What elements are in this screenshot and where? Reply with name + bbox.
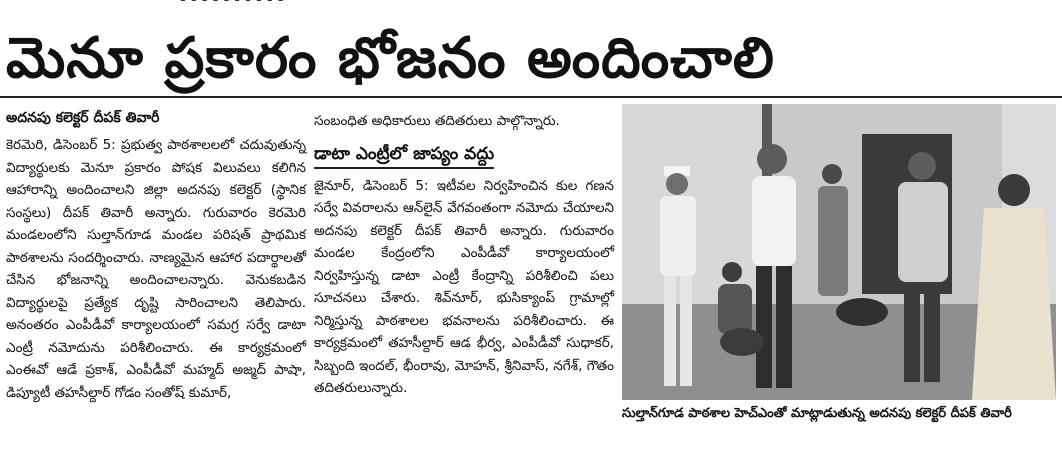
headline: మెనూ ప్రకారం భోజనం అందించాలి [6,26,775,91]
photo-caption: సుల్తాన్‌గూడ పాఠశాల హెచ్‌ఎంతో మాట్లాడుతున్న అదనపు కలెక్టర్ దీపక్ తివారీ [622,406,1012,421]
previous-article-strip [0,0,1062,22]
news-photo [622,104,1056,400]
story2-subhead: డాటా ఎంట్రీలో జాప్యం వద్దు [314,141,494,169]
column-2 [314,104,614,446]
byline: అదనపు కలెక్టర్ దీపక్ తివారీ [6,110,160,126]
cropped-text-fragment [180,0,284,9]
cooking-pot-2 [836,298,888,326]
column-1 [6,104,306,446]
story1-body: కెరమెరి, డిసెంబర్ 5: ప్రభుత్వ పాఠశాలలలో చదువుతున్న విద్యార్థులకు మెనూ ప్రకారం పోషక విలువలు కలిగిన ఆహారాన్ని అందించాలని జిల్లా అదనపు కలెక్టర్ (స్థానిక సంస్థలు) దీపక్ తివారీ అన్నారు. గురువారం కెరమెరి మండలంలోని సుల్తాన్‌గూడ మండల పరిషత్ ప్రాథమిక పాఠశాలను సందర్శించారు. నాణ్యమైన ఆహార పదార్థాలతో చేసిన భోజనాన్ని అందించాలన్నారు. వెనుకబడిన విద్యార్థులపై ప్రత్యేక దృష్టి సారించాలని తెలిపారు. అనంతరం ఎంపీడీవో కార్యాలయంలో సమగ్ర సర్వే డాటా ఎంట్రీ నమోదును పరిశీలించారు. ఈ కార్యక్రమంలో ఎంఈవో ఆడే ప్రకాశ్, ఎంపీడీవో మహ్మద్ అజ్మద్ పాషా, డిప్యూటీ తహసీల్దార్ గోడం సంతోష్ కుమార్, [6,137,306,401]
headline-divider [0,96,1062,98]
photo-illustration [622,104,1056,400]
cooking-pot-1 [720,328,764,356]
story2-body: జైనూర్, డిసెంబర్ 5: ఇటీవల నిర్వహించిన కుల గణన సర్వే వివరాలను ఆన్‌లైన్ వేగవంతంగా నమోదు చేయాలని అదనపు కలెక్టర్ దీపక్ తివారీ అన్నారు. గురువారం మండల కేంద్రంలోని ఎంపీడీవో కార్యాలయంలో నిర్వహిస్తున్న డాటా ఎంట్రీ కేంద్రాన్ని పరిశీలించి పలు సూచనలు చేశారు. శివ్‌నూర్, భుసిక్యాంప్ గ్రామాల్లో నిర్మిస్తున్న పాఠశాలల భవనాలను పరిశీలించారు. ఈ కార్యక్రమంలో తహసీల్దార్ ఆడ భీర్వ, ఎంపీడీవో సుధాకర్, సిబ్బంది ఇందల్, భీంరావు, మోహన్, శ్రీనివాస్, నగేశ్, గౌతం తదితరులున్నారు. [314,177,614,396]
story1-continued: సంబంధిత అధికారులు తదితరులు పాల్గొన్నారు. [314,113,560,129]
